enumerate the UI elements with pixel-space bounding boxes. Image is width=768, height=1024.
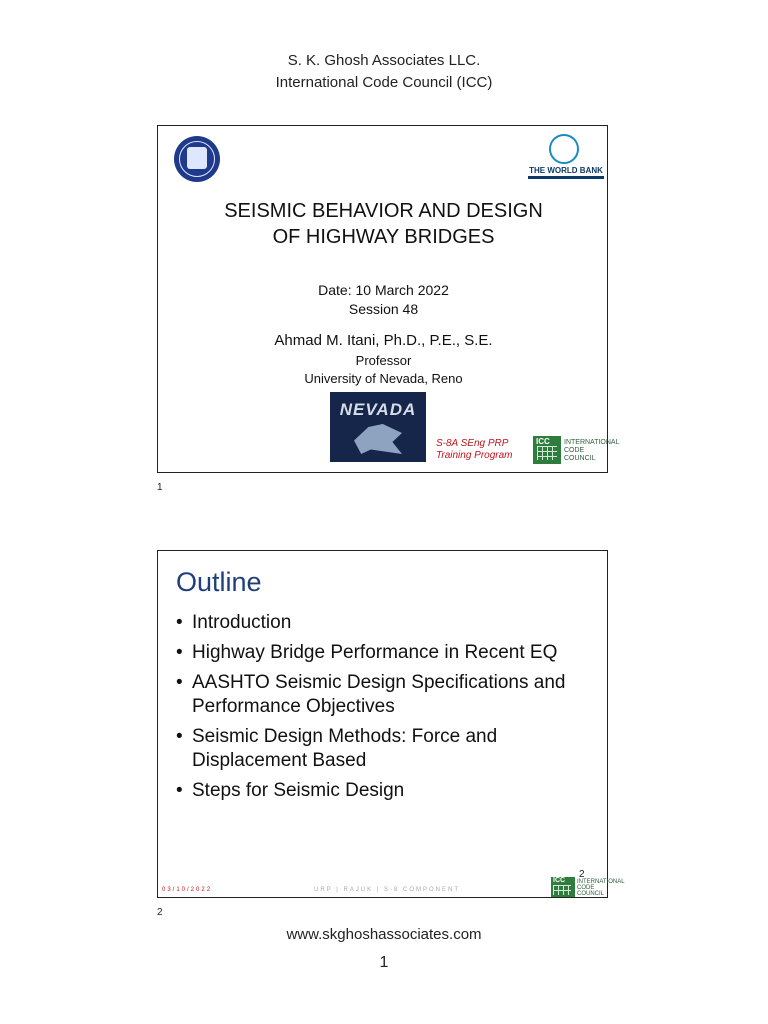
training-program-line2: Training Program <box>436 450 513 461</box>
header-council: International Code Council (ICC) <box>275 74 493 91</box>
icc-name-line1: INTERNATIONAL <box>577 879 625 885</box>
list-item: • Introduction <box>176 611 596 635</box>
session-number: Session 48 <box>348 301 419 317</box>
icc-logo-abbr: ICC <box>553 877 566 884</box>
icc-logo-icon <box>551 877 575 897</box>
slide-1 <box>157 125 620 473</box>
nevada-wolf-pack-logo <box>330 392 426 462</box>
slide-footer-date: 03/10/2022 <box>162 887 213 893</box>
slide-footer-program: URP | RAJUK | S-8 COMPONENT <box>314 887 461 893</box>
seal-emblem <box>187 147 207 169</box>
list-item: • Seismic Design Methods: Force and Displacement Based <box>176 725 596 773</box>
institute-seal-logo <box>174 136 220 182</box>
outline-list <box>176 611 596 809</box>
session-date: Date: 10 March 2022 <box>318 282 449 298</box>
list-item: • Steps for Seismic Design <box>176 779 596 803</box>
world-bank-globe-icon <box>549 134 579 164</box>
slide-1-title-line1: SEISMIC BEHAVIOR AND DESIGN <box>224 200 543 222</box>
world-bank-logo-text: THE WORLD BANK <box>529 166 603 175</box>
icc-logo-grid <box>537 446 557 460</box>
world-bank-logo-bar <box>528 176 604 179</box>
training-program-label <box>436 438 513 462</box>
icc-name-line1: INTERNATIONAL <box>564 439 620 446</box>
icc-logo-icon <box>533 436 561 464</box>
slide-inner-page-number: 2 <box>579 869 585 880</box>
icc-logo-grid <box>553 885 571 895</box>
author-role: Professor <box>355 353 412 368</box>
outline-title: Outline <box>176 567 262 597</box>
slide-2-number: 2 <box>157 907 163 918</box>
icc-logo-name <box>564 439 620 463</box>
icc-name-line2: CODE <box>577 885 595 891</box>
list-item: • AASHTO Seismic Design Specifications and Performance Objectives <box>176 671 596 719</box>
icc-name-line3: COUNCIL <box>577 891 605 897</box>
icc-name-line2: CODE <box>564 447 585 454</box>
icc-logo-name <box>577 879 625 897</box>
wolf-icon <box>354 424 402 454</box>
footer-page-number: 1 <box>379 954 389 971</box>
header-company: S. K. Ghosh Associates LLC. <box>287 52 481 69</box>
slide-1-number: 1 <box>157 482 163 493</box>
training-program-line1: S-8A SEng PRP <box>436 438 509 449</box>
author-name: Ahmad M. Itani, Ph.D., P.E., S.E. <box>274 332 493 349</box>
slide-2 <box>157 550 625 898</box>
slide-1-title-line2: OF HIGHWAY BRIDGES <box>272 226 495 248</box>
list-item: • Highway Bridge Performance in Recent EQ <box>176 641 596 665</box>
nevada-logo-text: NEVADA <box>339 400 417 419</box>
footer-url: www.skghoshassociates.com <box>286 926 482 943</box>
slide-1-title <box>158 198 609 250</box>
icc-logo-abbr: ICC <box>536 437 550 446</box>
icc-name-line3: COUNCIL <box>564 455 596 462</box>
author-university: University of Nevada, Reno <box>304 371 463 386</box>
